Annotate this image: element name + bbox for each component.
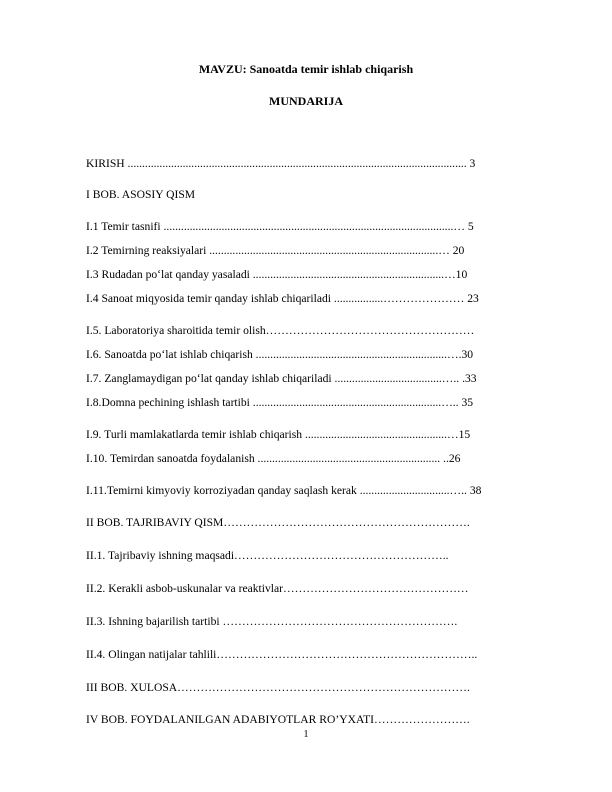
toc-entry: I.5. Laboratoriya sharoitida temir olish……………………………………………… [86, 324, 475, 337]
toc-entry: I.4 Sanoat miqyosida temir qanday ishlab chiqariladi .................………………… 23 [86, 292, 479, 305]
toc-entry: II.3. Ishning bajarilish tartibi ……………………………………………………. [86, 615, 458, 628]
toc-entry-chapter-3: III BOB. XULOSA…………………………………………………………………. [86, 681, 470, 694]
toc-entry: I.1 Temir tasnifi ....................................................................................................… 5 [86, 220, 474, 233]
toc-entry-chapter-4: IV BOB. FOYDALANILGAN ADABIYOTLAR RO’YXATI……………………. [86, 713, 470, 726]
toc-entry: I.9. Turli mamlakatlarda temir ishlab chiqarish .................................................…15 [86, 428, 471, 441]
toc-entry-chapter-2: II BOB. TAJRIBAVIY QISM………………………………………………………. [86, 516, 470, 529]
toc-entry: I.2 Temirning reaksiyalari ...............................................................................… 20 [86, 244, 465, 257]
document-title: MAVZU: Sanoatda temir ishlab chiqarish [198, 62, 414, 76]
toc-entry: I.10. Temirdan sanoatda foydalanish ............................................................... ..26 [86, 452, 461, 465]
toc-entry: I.11.Temirni kimyoviy korroziyadan qanday saqlash kerak ...............................….. 38 [86, 484, 482, 497]
toc-heading: MUNDARIJA [269, 94, 343, 108]
page-number: 1 [303, 729, 309, 740]
toc-entry-kirish: KIRISH ..................................................................................................................... 3 [86, 157, 476, 170]
toc-entry: I.6. Sanoatda po‘lat ishlab chiqarish ..................................................................….30 [86, 348, 474, 361]
toc-entry: I.3 Rudadan po‘lat qanday yasaladi ..................................................................…10 [86, 268, 468, 281]
toc-entry: II.2. Kerakli asbob-uskunalar va reaktivlar………………………………………… [86, 582, 469, 595]
toc-entry-chapter-1: I BOB. ASOSIY QISM [86, 188, 196, 201]
toc-entry: II.1. Tajribaviy ishning maqsadi……………………………………………….. [86, 549, 449, 562]
toc-entry: I.7. Zanglamaydigan po‘lat qanday ishlab chiqariladi .....................................….. .33 [86, 372, 477, 385]
toc-entry: II.4. Olingan natijalar tahlili………………………………………………………….. [86, 648, 478, 661]
toc-entry: I.8.Domna pechining ishlash tartibi .................................................................….. 35 [86, 396, 474, 409]
